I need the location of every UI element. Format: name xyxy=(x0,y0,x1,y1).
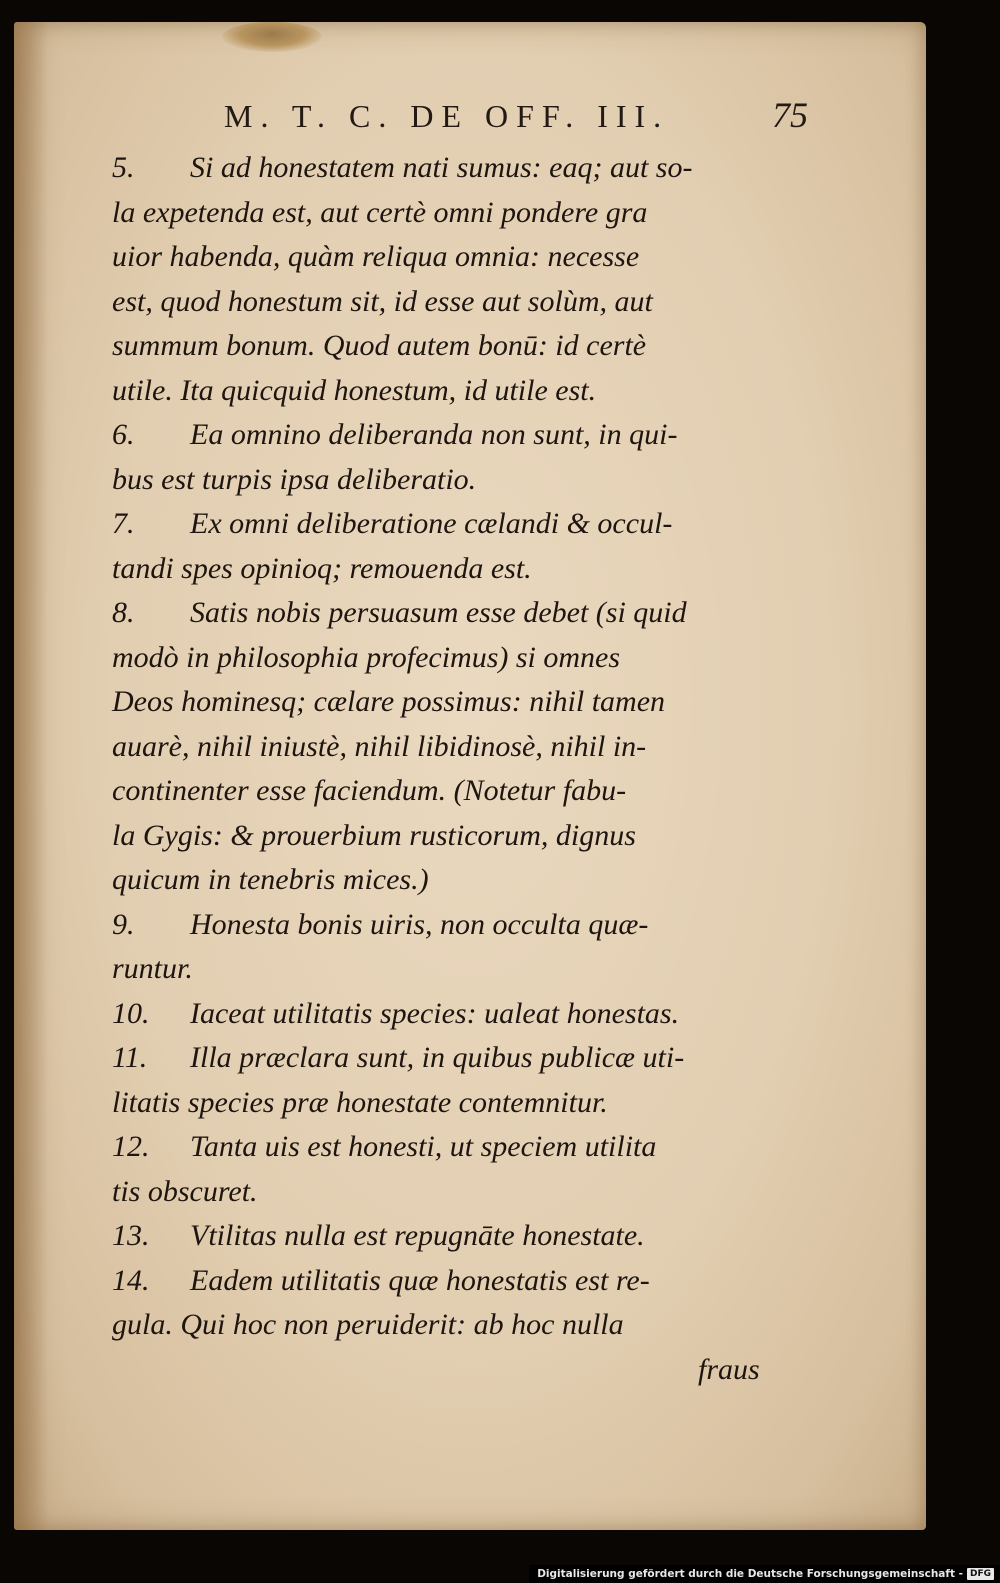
catchword-line xyxy=(112,1348,812,1393)
line-text: runtur. xyxy=(112,952,193,985)
text-line xyxy=(112,1036,812,1081)
line-text: tandi spes opinioq; remouenda est. xyxy=(112,551,532,585)
maxim-number: 6. xyxy=(112,418,135,451)
line-text: auarè, nihil iniustè, nihil libidinosè, nihil in- xyxy=(112,729,647,763)
text-line xyxy=(112,725,812,770)
maxim-number: 13. xyxy=(112,1219,150,1252)
text-line xyxy=(112,146,812,191)
line-text: tis obscuret. xyxy=(112,1174,258,1208)
text-line xyxy=(112,191,812,236)
line-text: bus est turpis ipsa deliberatio. xyxy=(112,462,477,496)
line-text: Illa præclara sunt, in quibus publicæ uti- xyxy=(190,1041,685,1074)
maxim-number: 12. xyxy=(112,1130,150,1163)
funding-credit: Digitalisierung gefördert durch die Deutsche Forschungsgemeinschaft - xyxy=(537,1568,963,1580)
line-text: litatis species præ honestate contemnitur. xyxy=(112,1085,608,1119)
text-line xyxy=(112,369,812,414)
maxim-number: 5. xyxy=(112,151,135,184)
text-line xyxy=(112,1170,812,1215)
text-line xyxy=(112,458,812,503)
text-line xyxy=(112,547,812,592)
gutter-shadow xyxy=(14,22,48,1530)
line-text: la expetenda est, aut certè omni pondere gra xyxy=(112,195,648,229)
page-header xyxy=(224,92,824,142)
paper-stain xyxy=(222,22,322,52)
maxim-number: 9. xyxy=(112,907,135,941)
text-line xyxy=(112,1081,812,1126)
dfg-logo: DFG xyxy=(967,1568,994,1580)
text-line xyxy=(112,280,812,325)
line-text: Ea omnino deliberanda non sunt, in qui- xyxy=(190,418,678,451)
maxim-number: 14. xyxy=(112,1263,150,1297)
text-line xyxy=(112,324,812,369)
page-number: 75 xyxy=(772,95,808,135)
text-line xyxy=(112,903,812,948)
line-text: Si ad honestatem nati sumus: eaq; aut so- xyxy=(190,151,693,184)
running-head: M. T. C. DE OFF. III. xyxy=(224,98,670,134)
text-line xyxy=(112,992,812,1037)
line-text: uior habenda, quàm reliqua omnia: necesse xyxy=(112,240,640,273)
text-line xyxy=(112,235,812,280)
line-text: gula. Qui hoc non peruiderit: ab hoc nulla xyxy=(112,1308,624,1341)
text-line xyxy=(112,502,812,547)
maxim-number: 7. xyxy=(112,507,135,540)
text-line xyxy=(112,1259,812,1304)
maxim-number: 10. xyxy=(112,996,150,1030)
maxim-number: 8. xyxy=(112,596,135,629)
line-text: utile. Ita quicquid honestum, id utile est. xyxy=(112,373,597,407)
text-line xyxy=(112,413,812,458)
catchword: fraus xyxy=(698,1352,760,1386)
line-text: la Gygis: & prouerbium rusticorum, dignus xyxy=(112,818,636,852)
line-text: quicum in tenebris mices.) xyxy=(112,863,429,896)
text-line xyxy=(112,769,812,814)
line-text: summum bonum. Quod autem bonū: id certè xyxy=(112,329,647,362)
text-line xyxy=(112,947,812,992)
line-text: Tanta uis est honesti, ut speciem utilita xyxy=(190,1130,657,1163)
maxim-number: 11. xyxy=(112,1041,148,1074)
text-line xyxy=(112,591,812,636)
line-text: Iaceat utilitatis species: ualeat honestas. xyxy=(190,996,680,1030)
page-text xyxy=(112,146,812,1392)
text-line xyxy=(112,636,812,681)
line-text: Deos hominesq; cælare possimus: nihil tamen xyxy=(112,685,666,718)
digitization-footer xyxy=(529,1565,1000,1583)
line-text: modò in philosophia profecimus) si omnes xyxy=(112,640,621,674)
text-line xyxy=(112,1214,812,1259)
line-text: Eadem utilitatis quæ honestatis est re- xyxy=(190,1263,650,1297)
text-line xyxy=(112,858,812,903)
line-text: Vtilitas nulla est repugnāte honestate. xyxy=(190,1219,645,1252)
text-line xyxy=(112,1303,812,1348)
text-line xyxy=(112,680,812,725)
line-text: Honesta bonis uiris, non occulta quæ- xyxy=(190,907,649,941)
text-line xyxy=(112,814,812,859)
line-text: continenter esse faciendum. (Notetur fabu- xyxy=(112,774,627,807)
line-text: Ex omni deliberatione cælandi & occul- xyxy=(190,507,673,540)
line-text: est, quod honestum sit, id esse aut solùm, aut xyxy=(112,284,653,318)
line-text: Satis nobis persuasum esse debet (si quid xyxy=(190,596,687,629)
book-page xyxy=(14,22,926,1530)
text-line xyxy=(112,1125,812,1170)
